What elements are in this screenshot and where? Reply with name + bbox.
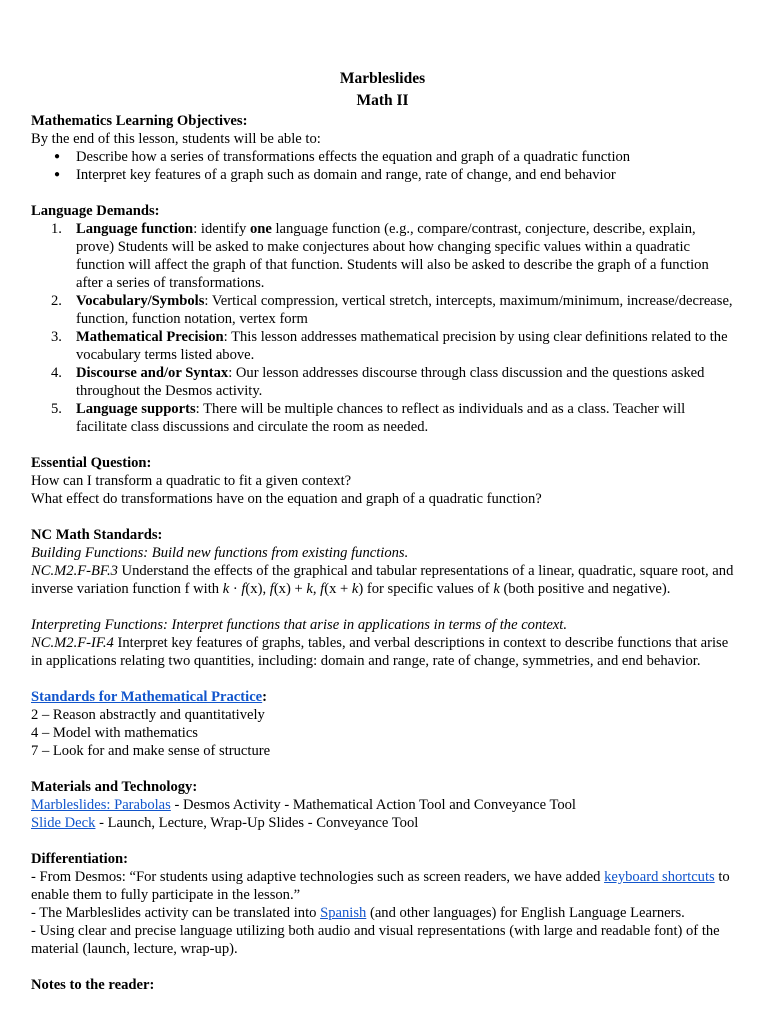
objectives-heading: Mathematics Learning Objectives: — [31, 113, 248, 129]
practice-item: 2 – Reason abstractly and quantitatively — [31, 707, 265, 723]
list-item: 5. Language supports: There will be multiple chances to reflect as individuals and as a class. Teacher will facilitate class discussions and circulate the room as needed. — [51, 401, 686, 435]
standards-heading: NC Math Standards: — [31, 527, 163, 543]
bf-domain-title: Building Functions: Build new functions from existing functions. — [31, 545, 409, 561]
list-item: ● Describe how a series of transformations effects the equation and graph of a quadratic function — [76, 148, 734, 166]
list-item: 1. Language function: identify one language function (e.g., compare/contrast, conjecture, describe, explain, prove) Students will be asked to make conjectures about how changing specific values within a quadratic function will affect the graph of that function. Students will also be asked to describe the graph of a function after a series of transformations. — [51, 221, 709, 291]
differentiation-heading: Differentiation: — [31, 851, 128, 867]
practice-heading: Standards for Mathematical Practice: — [31, 689, 268, 705]
materials-heading: Materials and Technology: — [31, 779, 198, 795]
if-domain-title: Interpreting Functions: Interpret functions that arise in applications in terms of the context. — [31, 617, 567, 633]
practice-standards-link[interactable]: Standards for Mathematical Practice — [31, 689, 263, 705]
list-item: 3. Mathematical Precision: This lesson addresses mathematical precision by using clear definitions related to the vocabulary terms listed above. — [51, 329, 728, 363]
essential-question-line: What effect do transformations have on the equation and graph of a quadratic function? — [31, 491, 542, 507]
document-subtitle: Math II — [356, 92, 409, 109]
materials-line: Marbleslides: Parabolas - Desmos Activity - Mathematical Action Tool and Conveyance Tool — [31, 797, 576, 813]
bf-standard: NC.M2.F-BF.3 Understand the effects of the graphical and tabular representations of a linear, quadratic, square root, and inverse variation function f with k · f(x), f(x) + k, f(x + k) for specific values of k (both positive and negative). — [31, 563, 734, 597]
list-item: ● Interpret key features of a graph such as domain and range, rate of change, and end behavior — [76, 166, 734, 184]
objectives-list — [31, 148, 734, 184]
notes-heading: Notes to the reader: — [31, 977, 155, 993]
spanish-link[interactable]: Spanish — [320, 905, 367, 921]
materials-line: Slide Deck - Launch, Lecture, Wrap-Up Slides - Conveyance Tool — [31, 815, 419, 831]
language-heading: Language Demands: — [31, 203, 160, 219]
list-item: 2. Vocabulary/Symbols: Vertical compression, vertical stretch, intercepts, maximum/minimum, increase/decrease, function, function notation, vertex form — [51, 293, 733, 327]
essential-question-line: How can I transform a quadratic to fit a given context? — [31, 473, 352, 489]
objectives-intro: By the end of this lesson, students will be able to: — [31, 131, 321, 147]
document-title: Marbleslides — [339, 70, 426, 87]
keyboard-shortcuts-link[interactable]: keyboard shortcuts — [604, 869, 715, 885]
list-item: 4. Discourse and/or Syntax: Our lesson addresses discourse through class discussion and the questions asked throughout the Desmos activity. — [51, 365, 705, 399]
marbleslides-link[interactable]: Marbleslides: Parabolas — [31, 797, 171, 813]
differentiation-line: - Using clear and precise language utilizing both audio and visual representations (with large and readable font) of the material (launch, lecture, wrap-up). — [31, 923, 720, 957]
language-list — [31, 220, 734, 436]
practice-item: 4 – Model with mathematics — [31, 725, 198, 741]
slide-deck-link[interactable]: Slide Deck — [31, 815, 96, 831]
practice-item: 7 – Look for and make sense of structure — [31, 743, 271, 759]
if-standard: NC.M2.F-IF.4 Interpret key features of graphs, tables, and verbal descriptions in context to describe functions that arise in applications relating two quantities, including: domain and range, rate of change, symmetries, and end behavior. — [31, 635, 729, 669]
differentiation-line: - The Marbleslides activity can be translated into Spanish (and other languages) for English Language Learners. — [31, 905, 685, 921]
essential-question-heading: Essential Question: — [31, 455, 152, 471]
differentiation-line: - From Desmos: “For students using adaptive technologies such as screen readers, we have added keyboard shortcuts to enable them to fully participate in the lesson.” — [31, 869, 730, 903]
